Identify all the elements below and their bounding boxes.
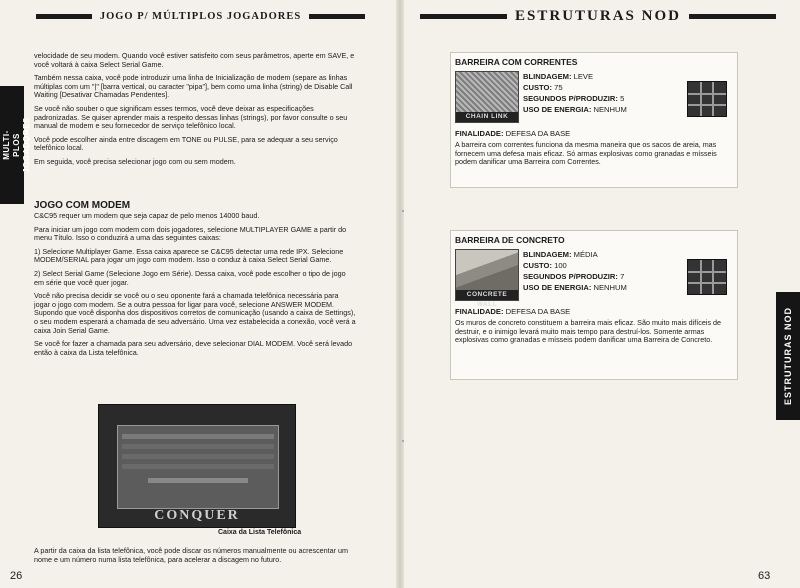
concrete-wall-pattern xyxy=(456,250,518,290)
list-row xyxy=(122,434,274,439)
left-side-tab xyxy=(0,86,31,204)
header-rule-right xyxy=(309,14,365,19)
concrete-wall-thumbnail xyxy=(455,249,519,308)
right-header xyxy=(412,6,784,26)
header-rule-left xyxy=(36,14,92,19)
right-page-number: 63 xyxy=(758,570,771,582)
phonebook-screenshot xyxy=(98,404,296,528)
stat-label: CUSTO: xyxy=(523,83,552,92)
header-rule-left xyxy=(420,14,507,19)
left-header xyxy=(28,6,373,26)
paragraph: 2) Select Serial Game (Selecione Jogo em Série). Dessa caixa, você pode escolher o tipo de jogo em série que você quer jogar. xyxy=(34,268,346,287)
stat-power: NENHUM xyxy=(593,105,627,114)
purpose-value: DEFESA DA BASE xyxy=(505,307,571,316)
paragraph: Você pode escolher ainda entre discagem em TONE ou PULSE, para se adequar a seu serviço telefônico local. xyxy=(34,134,338,153)
paragraph: Em seguida, você precisa selecionar jogo com ou sem modem. xyxy=(34,156,236,166)
structure-title: BARREIRA DE CONCRETO xyxy=(455,235,565,245)
section-title: JOGO COM MODEM xyxy=(34,200,131,211)
stat-label: SEGUNDOS P/PRODUZIR: xyxy=(523,272,618,281)
stat-label: USO DE ENERGIA: xyxy=(523,105,592,114)
paragraph: Se você for fazer a chamada para seu adversário, deve selecionar DIAL MODEM. Você será levado então à caixa da Lista telefônica. xyxy=(34,339,353,357)
grid-line xyxy=(700,82,702,116)
structure-purpose xyxy=(455,307,570,316)
structure-title: BARREIRA COM CORRENTES xyxy=(455,57,578,67)
thumbnail-label: CONCRETE WALL xyxy=(456,290,518,300)
list-row xyxy=(122,454,274,459)
concrete-wall-footprint-icon xyxy=(687,259,727,295)
stat-label: SEGUNDOS P/PRODUZIR: xyxy=(523,94,618,103)
dialog-buttons xyxy=(148,478,248,483)
chain-link-pattern xyxy=(456,72,518,112)
stat-build-time: 5 xyxy=(620,94,625,103)
left-header-title: JOGO P/ MÚLTIPLOS JOGADORES xyxy=(99,10,302,22)
paragraph: Para iniciar um jogo com modem com dois jogadores, selecione MULTIPLAYER GAME a partir do menu Título. Isso o conduzirá a uma das seguintes caixas: xyxy=(34,224,347,243)
right-side-tab xyxy=(776,292,800,420)
left-text-top xyxy=(34,52,356,172)
phonebook-dialog xyxy=(117,425,279,509)
stat-cost: 75 xyxy=(554,83,563,92)
grid-line xyxy=(688,271,726,273)
thumbnail-label: CHAIN LINK xyxy=(456,112,518,122)
conquer-logo: CONQUER xyxy=(154,508,240,523)
chain-link-footprint-icon xyxy=(687,81,727,117)
stat-cost: 100 xyxy=(554,261,567,270)
grid-line xyxy=(688,282,726,284)
stat-armor: LEVE xyxy=(573,72,594,81)
grid-line xyxy=(712,82,714,116)
left-page-number: 26 xyxy=(10,570,23,582)
paragraph: Se você não souber o que significam esses termos, você deve deixar as especificações padronizadas. Se quiser aprender mais a respeito dessas linhas (strings), por favor consulte o seu manual de modem e seu fornecedor de serviço telefônico local. xyxy=(34,103,348,131)
screenshot-caption: Caixa da Lista Telefônica xyxy=(218,529,302,536)
left-text-bottom xyxy=(34,200,356,362)
page-mark xyxy=(402,440,404,442)
left-side-tab-label: MULTI- PLOS JOGADORES xyxy=(2,117,31,173)
structure-description: Os muros de concreto constituem a barreira mais eficaz. São muito mais difíceis de destruir, e o inimigo levará muito mais tempo para destruí-los. Somente armas explosivas como granadas e mísseis podem danificar uma Barreira de Concreto. xyxy=(455,318,722,345)
right-header-title: ESTRUTURAS NOD xyxy=(515,7,681,24)
paragraph: Também nessa caixa, você pode introduzir uma linha de Inicialização de modem (separe as linhas múltiplas com um "|" [barra vertical, ou caracter "pipa"], bem como uma linha (string) de Disable Call Waiting [Desativar Chamadas Pendentes]. xyxy=(34,73,353,100)
left-footer-paragraph: A partir da caixa da lista telefônica, você pode discar os números manualmente ou acrescentar um nome e um número numa lista telefônica, para acelerar a discagem no futuro. xyxy=(34,546,349,564)
structure-purpose xyxy=(455,129,570,138)
stat-label: FINALIDADE: xyxy=(455,129,504,138)
paragraph: C&C95 requer um modem que seja capaz de pelo menos 14000 baud. xyxy=(34,211,260,220)
paragraph: Você não precisa decidir se você ou o seu oponente fará a chamada telefônica necessária para jogar o jogo com modem. Se a outra pessoa for ligar para você, selecione ANSWER MODEM. Supondo que você disponha dos dispositivos corretos de comunicação (usando a caixa de Settings), o seu modem esperará a chamada de seu adversário. Uma vez estabelecida a conexão, você verá a caixa Join Serial Game. xyxy=(34,291,356,335)
structure-stats xyxy=(523,249,627,293)
paragraph: 1) Selecione Multiplayer Game. Essa caixa aparece se C&C95 detectar uma rede IPX. Selecione MODEM/SERIAL para jogar um jogo com modem. Isso o conduz à caixa Select Serial Game. xyxy=(34,246,344,265)
grid-line xyxy=(688,104,726,106)
purpose-value: DEFESA DA BASE xyxy=(505,129,571,138)
right-page xyxy=(402,0,800,588)
list-row xyxy=(122,444,274,449)
stat-power: NENHUM xyxy=(593,283,627,292)
right-side-tab-label: ESTRUTURAS NOD xyxy=(783,306,794,406)
structure-card-concrete-wall xyxy=(450,230,738,380)
stat-label: CUSTO: xyxy=(523,261,552,270)
structure-description: A barreira com correntes funciona da mesma maneira que os sacos de areia, mas fornecem uma defesa mais eficaz. Só armas explosivas como granadas e mísseis podem danificar uma Barreira com Correntes. xyxy=(455,140,717,167)
structure-card-chain-link xyxy=(450,52,738,188)
grid-line xyxy=(688,93,726,95)
stat-label: BLINDAGEM: xyxy=(523,72,572,81)
stat-armor: MÉDIA xyxy=(573,250,598,259)
paragraph: velocidade de seu modem. Quando você estiver satisfeito com seus parâmetros, aperte em SAVE, e você voltará à caixa Select Serial Game. xyxy=(34,51,355,69)
stat-label: FINALIDADE: xyxy=(455,307,504,316)
stat-label: USO DE ENERGIA: xyxy=(523,283,592,292)
structure-stats xyxy=(523,71,627,115)
chain-link-thumbnail xyxy=(455,71,519,123)
stat-build-time: 7 xyxy=(620,272,625,281)
page-mark xyxy=(402,210,404,212)
list-row xyxy=(122,464,274,469)
header-rule-right xyxy=(689,14,776,19)
stat-label: BLINDAGEM: xyxy=(523,250,572,259)
grid-line xyxy=(712,260,714,294)
left-page xyxy=(0,0,398,588)
grid-line xyxy=(700,260,702,294)
